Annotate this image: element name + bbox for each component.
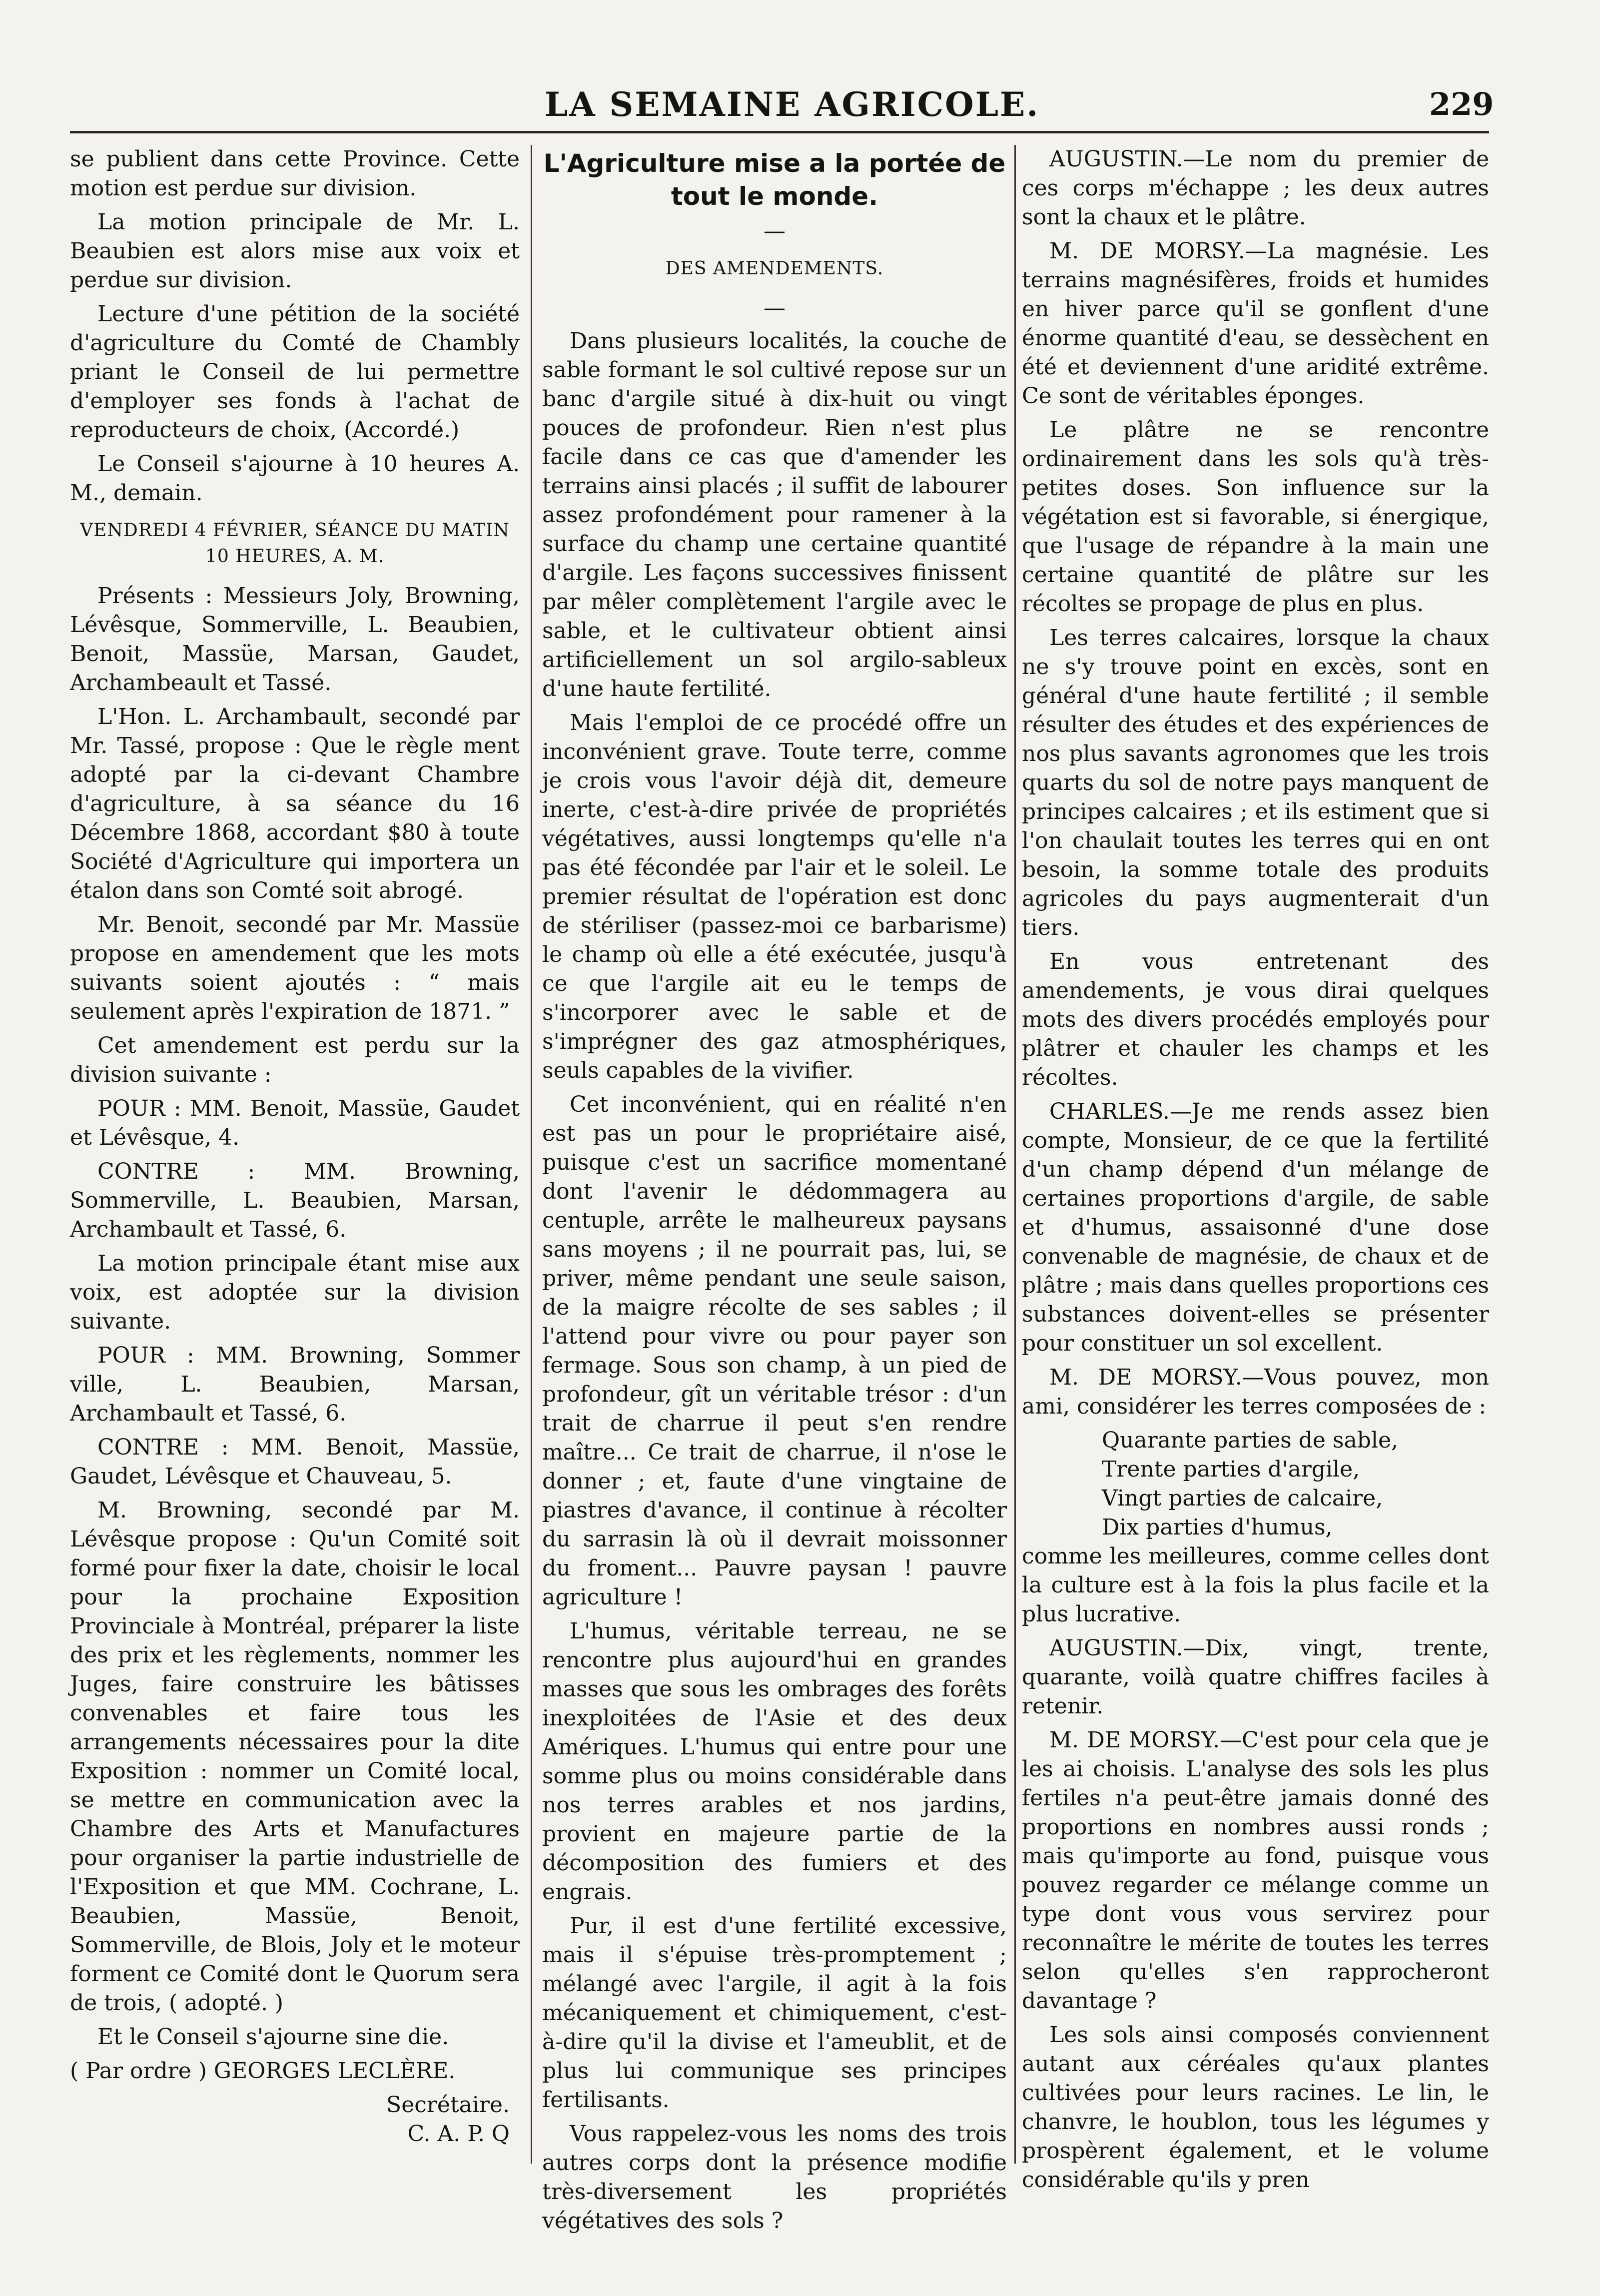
paragraph: Mr. Benoit, secondé par Mr. Massüe propose en amendement que les mots suivants soient ajoutés : “ mais seulement après l'expiration de 1871. ” [70,912,520,1024]
dialogue-paragraph: AUGUSTIN.—Dix, vingt, trente, quarante, voilà quatre chiffres faciles à retenir. [1022,1635,1489,1719]
paragraph: En vous entretenant des amendements, je vous dirai quelques mots des divers procédés employés pour plâtrer et chauler les champs et les récoltes. [1022,949,1489,1090]
paragraph: Vous rappelez-vous les noms des trois autres corps dont la présence modifie très-diversement les propriétés végétatives des sols ? [542,2121,1007,2234]
column-1 [70,145,520,2204]
dialogue-paragraph: M. DE MORSY.—C'est pour cela que je les ai choisis. L'analyse des sols les plus fertiles n'a peut-être jamais donné des proportions en nombres aussi ronds ; mais qu'importe au fond, puisque vous pouvez regarder ce mélange comme un type dont vous vous servirez pour reconnaître le mérite de toutes les terres selon qu'elles s'en rapprocheront davantage ? [1022,1727,1489,2014]
separator-dash: — [764,218,786,244]
paragraph: Dans plusieurs localités, la couche de sable formant le sol cultivé repose sur un banc d'argile situé à dix-huit ou vingt pouces de profondeur. Rien n'est plus facile dans ce cas que d'amender les terrains ainsi placés ; il suffit de labourer assez profondément pour ramener à la surface du champ une certaine quantité d'argile. Les façons successives finissent par mêler complètement l'argile avec le sable, et le cultivateur obtient ainsi artificiellement un sol argilo-sableux d'une haute fertilité. [542,328,1007,702]
separator-dash: — [764,295,786,321]
dialogue-paragraph: CHARLES.—Je me rends assez bien compte, Monsieur, de ce que la fertilité d'un champ dépend d'un mélange de certaines proportions d'argile, de sable et d'humus, assaisonné d'une dose convenable de magnésie, de chaux et de plâtre ; mais dans quelles proportions ces substances doivent-elles se présenter pour constituer un sol excellent. [1022,1099,1489,1356]
paragraph: La motion principale étant mise aux voix, est adoptée sur la division suivante. [70,1251,520,1334]
dialogue-paragraph: AUGUSTIN.—Le nom du premier de ces corps m'échappe ; les deux autres sont la chaux et le plâtre. [1022,146,1489,230]
dialogue-paragraph: M. DE MORSY.—La magnésie. Les terrains magnésifères, froids et humides en hiver parce qu'il se gonflent d'une énorme quantité d'eau, se dessèchent en été et deviennent d'une aridité extrême. Ce sont de véritables éponges. [1022,238,1489,409]
paragraph: se publient dans cette Province. Cette motion est perdue sur division. [70,146,520,201]
paragraph: Les sols ainsi composés conviennent autant aux céréales qu'aux plantes cultivées pour leurs racines. Le lin, le chanvre, le houblon, tous les légumes y prospèrent également, et le volume considérable qu'ils y pren [1022,2022,1489,2193]
paragraph: Et le Conseil s'ajourne sine die. [97,2024,449,2050]
signature-line: ( Par ordre ) GEORGES LECLÈRE. [70,2058,456,2084]
paragraph: Les terres calcaires, lorsque la chaux ne s'y trouve point en excès, sont en général d'une haute fertilité ; il semble résulter des études et des expériences de nos plus savants agronomes que les trois quarts du sol de notre pays manquent de principes calcaires ; et ils estiment que si l'on chaulait toutes les terres qui en ont besoin, la somme totale des produits agricoles du pays augmenterait d'un tiers. [1022,625,1489,940]
paragraph: Lecture d'une pétition de la société d'agriculture du Comté de Chambly priant le Conseil de lui permettre d'employer ses fonds à l'achat de reproducteurs de choix, (Accordé.) [70,301,520,443]
signature-role: Secrétaire. [386,2092,510,2118]
vote-pour: POUR : MM. Benoit, Massüe, Gaudet et Lévêsque, 4. [70,1096,520,1150]
paragraph: Mais l'emploi de ce procédé offre un inconvénient grave. Toute terre, comme je crois vous l'avoir déjà dit, demeure inerte, c'est-à-dire privée de propriétés végétatives, aussi longtemps qu'elle n'a pas été fécondée par l'air et le soleil. Le premier résultat de l'opération est donc de stériliser (passez-moi ce barbarisme) le champ où elle a été exécutée, jusqu'à ce que l'argile ait eu le temps de s'incorporer avec le sable et de s'imprégner des gaz atmosphériques, seuls capables de la vivifier. [542,710,1007,1083]
article-title: L'Agriculture mise a la portée de tout le monde. [543,149,1006,211]
paragraph: Le plâtre ne se rencontre ordinairement dans les sols qu'à très-petites doses. Son influence sur la végétation est si favorable, si énergique, que l'usage de répandre à la main une certaine quantité de plâtre sur les récoltes se propage de plus en plus. [1022,417,1489,617]
paragraph: Cet inconvénient, qui en réalité n'en est pas un pour le propriétaire aisé, puisque c'est un sacrifice momentané dont l'avenir le dédommagera au centuple, arrête le malheureux paysans sans moyens ; il ne pourrait pas, lui, se priver, même pendant une seule saison, de la maigre récolte de ses sables ; il l'attend pour vivre ou pour payer son fermage. Sous son champ, à un pied de profondeur, gît un véritable trésor : d'un trait de charrue il peut s'en rendre maître... Ce trait de charrue, il n'ose le donner ; et, faute d'une vingtaine de piastres d'avance, il continue à récolter du sarrasin là où il devrait moissonner du froment... Pauvre paysan ! pauvre agriculture ! [542,1092,1007,1610]
column-divider [1014,145,1016,2164]
paragraph: comme les meilleures, comme celles dont la culture est à la fois la plus facile et la plus lucrative. [1022,1543,1489,1627]
dialogue-paragraph: M. DE MORSY.—Vous pouvez, mon ami, considérer les terres composées de : [1022,1365,1489,1419]
publication-title: LA SEMAINE AGRICOLE. [545,85,1040,124]
header-rule [70,131,1489,133]
composition-line: Vingt parties de calcaire, [1102,1486,1383,1511]
section-heading: DES AMENDEMENTS. [665,258,884,279]
paragraph: Cet amendement est perdu sur la division suivante : [70,1033,520,1087]
column-divider [531,145,532,2164]
signature-org: C. A. P. Q [407,2121,510,2147]
column-3 [1022,145,1489,2204]
paragraph: L'Hon. L. Archambault, secondé par Mr. Tassé, propose : Que le règle ment adopté par la ci-devant Chambre d'agriculture, à sa séance du 16 Décembre 1868, accordant $80 à toute Société d'Agriculture qui importera un étalon dans son Comté soit abrogé. [70,704,520,903]
column-2 [542,145,1007,2234]
paragraph: Le Conseil s'ajourne à 10 heures A. M., demain. [70,451,520,506]
vote-contre: CONTRE : MM. Browning, Sommerville, L. Beaubien, Marsan, Archambault et Tassé, 6. [70,1159,520,1242]
paragraph: La motion principale de Mr. L. Beaubien est alors mise aux voix et perdue sur division. [70,209,520,293]
composition-line: Dix parties d'humus, [1102,1515,1333,1540]
composition-line: Quarante parties de sable, [1102,1428,1399,1453]
paragraph: L'humus, véritable terreau, ne se rencontre plus aujourd'hui en grandes masses que sous les ombrages des forêts inexploitées de l'Asie et des deux Amériques. L'humus qui entre pour une somme plus ou moins considérable dans nos terres arables et nos jardins, provient en majeure partie de la décomposition des fumiers et des engrais. [542,1618,1007,1905]
paragraph: Présents : Messieurs Joly, Browning, Lévêsque, Sommerville, L. Beaubien, Benoit, Massüe, Marsan, Gaudet, Archambeault et Tassé. [70,583,520,696]
paragraph: M. Browning, secondé par M. Lévêsque propose : Qu'un Comité soit formé pour fixer la date, choisir le local pour la prochaine Exposition Provinciale à Montréal, préparer la liste des prix et les règlements, nommer les Juges, faire construire les bâtisses convenables et faire tous les arrangements nécessaires pour la dite Exposition : nommer un Comité local, se mettre en communication avec la Chambre des Arts et Manufactures pour organiser la partie industrielle de l'Exposition et que MM. Cochrane, L. Beaubien, Massüe, Benoit, Sommerville, de Blois, Joly et le moteur forment ce Comité dont le Quorum sera de trois, ( adopté. ) [70,1498,520,2016]
page-number: 229 [1429,86,1494,122]
session-heading: VENDREDI 4 FÉVRIER, SÉANCE DU MATIN 10 HEURES, A. M. [80,520,510,567]
composition-line: Trente parties d'argile, [1102,1457,1360,1482]
vote-contre: CONTRE : MM. Benoit, Massüe, Gaudet, Lévêsque et Chauveau, 5. [70,1435,520,1489]
paragraph: Pur, il est d'une fertilité excessive, mais il s'épuise très-promptement ; mélangé avec l'argile, il agit à la fois mécaniquement et chimiquement, c'est-à-dire qu'il la divise et l'ameublit, et de plus lui communique ses principes fertilisants. [542,1913,1007,2113]
running-head [0,75,1600,130]
vote-pour: POUR : MM. Browning, Sommer ville, L. Beaubien, Marsan, Archambault et Tassé, 6. [70,1343,520,1426]
